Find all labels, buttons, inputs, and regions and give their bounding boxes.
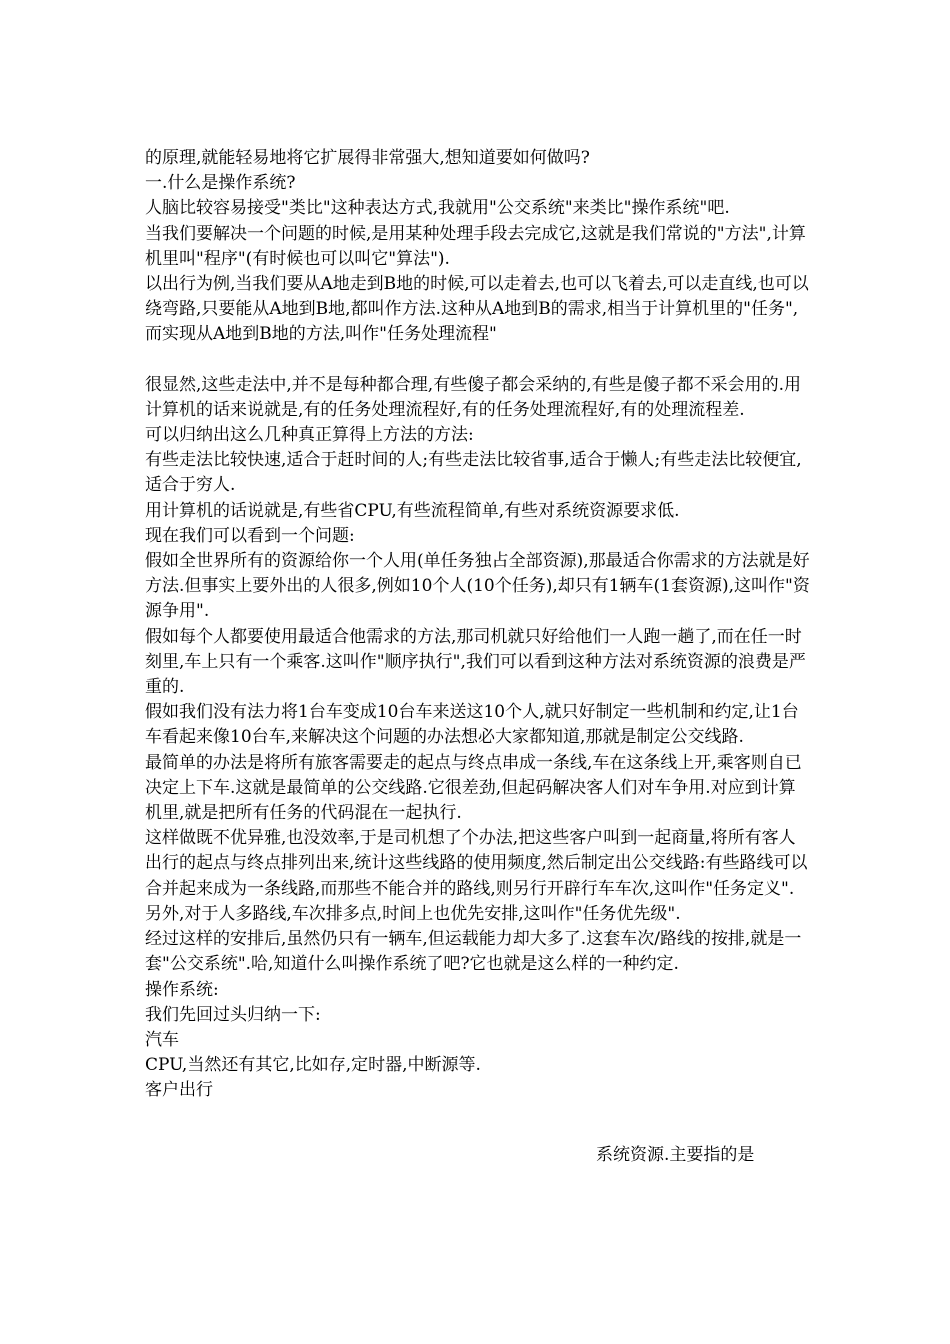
paragraph: 当我们要解决一个问题的时候,是用某种处理手段去完成它,这就是我们常说的"方法",计算机里叫"程序"(有时候也可以叫它"算法"). — [145, 223, 806, 269]
paragraph: 以出行为例,当我们要从A地走到B地的时候,可以走着去,也可以飞着去,可以走直线,也可以绕弯路,只要能从A地到B地,都叫作方法.这种从A地到B的需求,相当于计算机里的"任务",而实现从A地到B地的方法,叫作"任务处理流程" — [145, 274, 809, 345]
paragraph: 人脑比较容易接受"类比"这种表达方式,我就用"公交系统"来类比"操作系统"吧. — [145, 198, 730, 219]
paragraph-intro: 的原理,就能轻易地将它扩展得非常强大,想知道要如何做吗? — [145, 148, 590, 168]
paragraph: 这样做既不优异雅,也没效率,于是司机想了个办法,把这些客户叫到一起商量,将所有客人出行的起点与终点排列出来,统计这些线路的使用频度,然后制定出公交线路:有些路线可以合并起来成为一条线路,而那些不能合并的路线,则另行开辟行车车次,这叫作"任务定义".另外,对于人多路线,车次排多点,时间上也优先安排,这叫作"任务优先级". — [145, 828, 808, 924]
mapping-row-2-left: 客户出行 — [145, 1080, 213, 1101]
paragraph: 最简单的办法是将所有旅客需要走的起点与终点串成一条线,车在这条线上开,乘客则自已决定上下车.这就是最简单的公交线路.它很差劲,但起码解决客人们对车争用.对应到计算机里,就是把所有任务的代码混在一起执行. — [145, 752, 802, 824]
paragraph: 我们先回过头归纳一下: — [145, 1004, 321, 1025]
paragraph: 有些走法比较快速,适合于赶时间的人;有些走法比较省事,适合于懒人;有些走法比较便宜,适合于穷人. — [145, 450, 802, 496]
paragraph: 假如全世界所有的资源给你一个人用(单任务独占全部资源),那最适合你需求的方法就是好方法.但事实上要外出的人很多,例如10个人(10个任务),却只有1辆车(1套资源),这叫作"资源争用". — [145, 551, 810, 622]
paragraph-heading: 操作系统: — [145, 979, 219, 1000]
paragraph: 假如我们没有法力将1台车变成10台车来送这10个人,就只好制定一些机制和约定,让1台车看起来像10台车,来解决这个问题的办法想必大家都知道,那就是制定公交线路. — [145, 702, 799, 748]
paragraph: 用计算机的话说就是,有些省CPU,有些流程简单,有些对系统资源要求低. — [145, 500, 680, 521]
paragraph: 很显然,这些走法中,并不是每种都合理,有些傻子都会采纳的,有些是傻子都不采会用的.用计算机的话来说就是,有的任务处理流程好,有的任务处理流程好,有的处理流程差. — [145, 374, 802, 420]
paragraph: 现在我们可以看到一个问题: — [145, 525, 355, 546]
section-heading: 一.什么是操作系统? — [145, 173, 296, 194]
paragraph: 假如每个人都要使用最适合他需求的方法,那司机就只好给他们一人跑一趟了,而在任一时刻里,车上只有一个乘客.这叫作"顺序执行",我们可以看到这种方法对系统资源的浪费是严重的. — [145, 626, 806, 698]
document-body — [145, 146, 810, 1104]
mapping-row-1-right: 系统资源.主要指的是 — [596, 1145, 755, 1165]
mapping-row-1-left: 汽车 — [145, 1029, 179, 1050]
paragraph: 经过这样的安排后,虽然仍只有一辆车,但运载能力却大多了.这套车次/路线的按排,就是一套"公交系统".哈,知道什么叫操作系统了吧?它也就是这么样的一种约定. — [145, 929, 802, 975]
paragraph: 可以归纳出这么几种真正算得上方法的方法: — [145, 425, 474, 446]
mapping-row-1-continuation: CPU,当然还有其它,比如存,定时器,中断源等. — [145, 1055, 481, 1076]
